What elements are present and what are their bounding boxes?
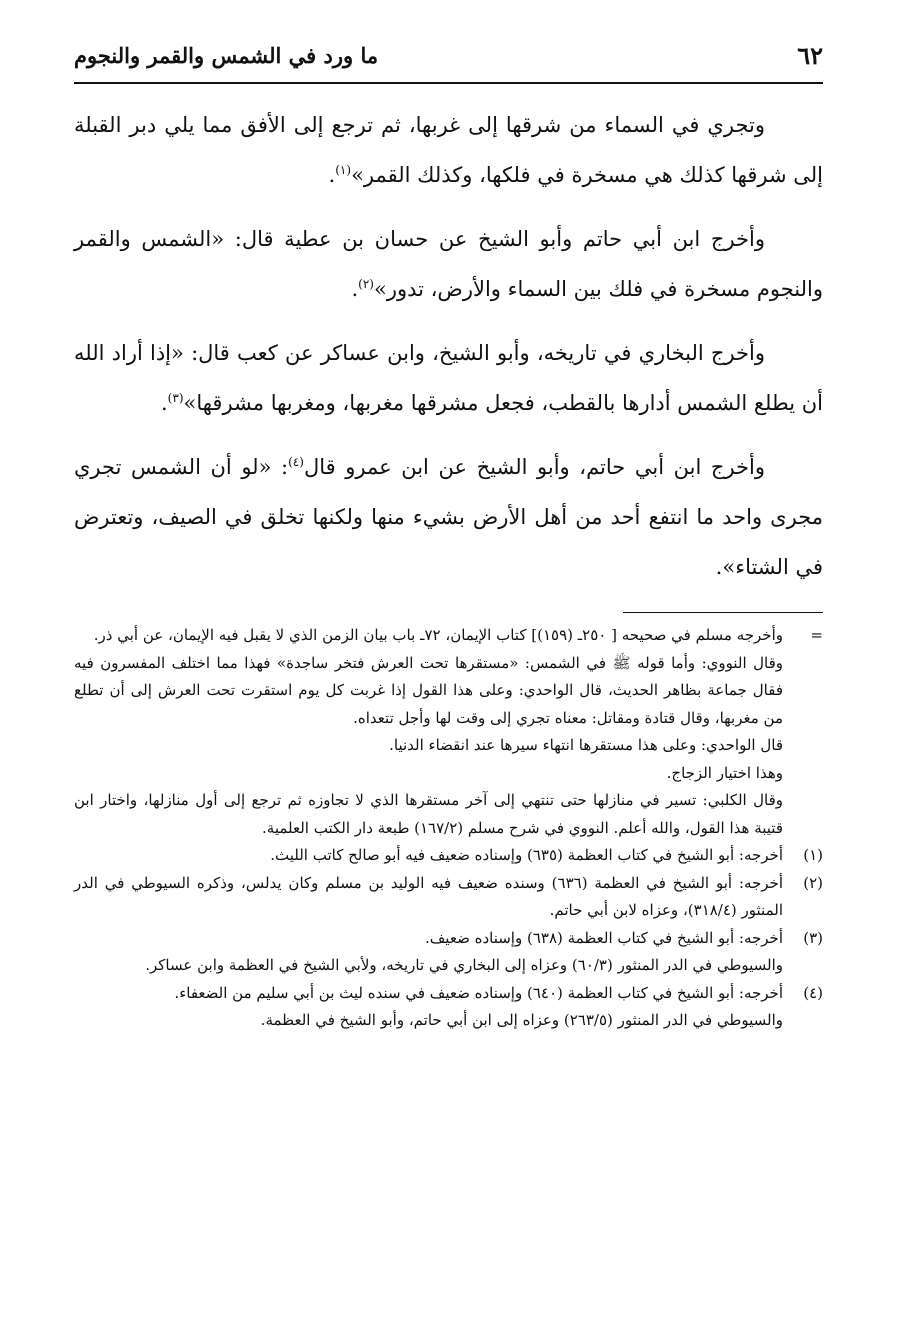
footnote-4 (74, 980, 823, 1035)
paragraph-3: وأخرج البخاري في تاريخه، وأبو الشيخ، وابن عساكر عن كعب قال: «إذا أراد الله أن يطلع الشمس أدارها بالقطب، فجعل مشرقها مغربها، ومغربها مشرقها»$^{(٣)}$. (74, 341, 823, 415)
footnote-marker: (١) (803, 846, 823, 864)
footnote-line: أخرجه: أبو الشيخ في كتاب العظمة (٦٣٨) وإسناده ضعيف. (425, 928, 783, 947)
footnote-marker: (٢) (803, 873, 823, 892)
footnote-ref-2: (٢) (358, 277, 374, 291)
footnotes (74, 622, 823, 1035)
footnote-3 (74, 925, 823, 980)
continuation-marker: = (810, 626, 823, 644)
main-text (74, 100, 823, 606)
paragraph-1: وتجري في السماء من شرقها إلى غربها، ثم ترجع إلى الأفق مما يلي دبر القبلة إلى شرقها كذلك هي مسخرة في فلكها، وكذلك القمر»$^{(١)}$. (74, 113, 823, 187)
footnote-continuation (74, 622, 823, 842)
running-title: ما ورد في الشمس والقمر والنجوم (74, 42, 379, 68)
footnote-line: أخرجه: أبو الشيخ في كتاب العظمة (٦٣٥) وإسناده ضعيف فيه أبو صالح كاتب الليث. (270, 846, 783, 864)
paragraph-2: وأخرج ابن أبي حاتم وأبو الشيخ عن حسان بن عطية قال: «الشمس والقمر والنجوم مسخرة في فلك بين السماء والأرض، تدور»$^{(٢)}$. (74, 227, 823, 301)
footnote-line: وقال النووي: وأما قوله ﷺ في الشمس: «مستقرها تحت العرش فتخر ساجدة» فهذا مما اختلف المفسرون فيه فقال جماعة بظاهر الحديث، قال الواحدي: وعلى هذا القول إذا غربت كل يوم استقرت تحت العرش إلى أن تطلع من مغربها، وقال قتادة ومقاتل: معناه تجري إلى وقت لها وأجل تتعداه. (74, 653, 783, 727)
footnote-marker: (٤) (803, 983, 823, 1002)
footnote-line: والسيوطي في الدر المنثور (٢٦٣/٥) وعزاه إلى ابن أبي حاتم، وأبو الشيخ في العظمة. (260, 1011, 783, 1029)
footnote-line: أخرجه: أبو الشيخ في كتاب العظمة (٦٤٠) وإسناده ضعيف في سنده ليث بن أبي سليم من الضعفاء. (174, 983, 783, 1002)
footnote-ref-3: (٣) (167, 391, 184, 405)
footnote-line: والسيوطي في الدر المنثور (٦٠/٣) وعزاه إلى البخاري في تاريخه، ولأبي الشيخ في العظمة وابن عساكر. (145, 956, 783, 974)
paragraph-4: وأخرج ابن أبي حاتم، وأبو الشيخ عن ابن عمرو قال$^{(٤)}$: «لو أن الشمس تجري مجرى واحد ما انتفع أحد من أهل الأرض بشيء منها ولكنها تخلق في الصيف، وتعترض في الشتاء». (74, 455, 823, 579)
header-rule (74, 82, 823, 84)
footnote-1 (74, 842, 823, 870)
page-number: ٦٢ (797, 40, 823, 70)
footnote-marker: (٣) (803, 928, 823, 947)
footnote-ref-1: (١) (335, 163, 352, 177)
footnote-line: وأخرجه مسلم في صحيحه [ ٢٥٠ـ (١٥٩)] كتاب الإيمان، ٧٢ـ باب بيان الزمن الذي لا يقبل فيه الإيمان، عن أبي ذر. (93, 626, 783, 644)
footnote-ref-4: (٤) (288, 455, 304, 469)
footnote-line: وهذا اختيار الزجاج. (666, 763, 783, 782)
footnote-2 (74, 870, 823, 925)
footnote-line: قال الواحدي: وعلى هذا مستقرها انتهاء سيرها عند انقضاء الدنيا. (389, 736, 783, 754)
footnote-line: وقال الكلبي: تسير في منازلها حتى تنتهي إلى آخر مستقرها الذي لا تجاوزه ثم ترجع إلى أول منازلها، واختار ابن قتيبة هذا القول، والله أعلم. النووي في شرح مسلم (١٦٧/٢) طبعة دار الكتب العلمية. (74, 791, 783, 837)
footnote-separator (623, 612, 823, 613)
footnote-line: أخرجه: أبو الشيخ في العظمة (٦٣٦) وسنده ضعيف فيه الوليد بن مسلم وكان يدلس، وذكره السيوطي في الدر المنثور (٣١٨/٤)، وعزاه لابن أبي حاتم. (74, 873, 783, 919)
page-header (74, 36, 823, 74)
